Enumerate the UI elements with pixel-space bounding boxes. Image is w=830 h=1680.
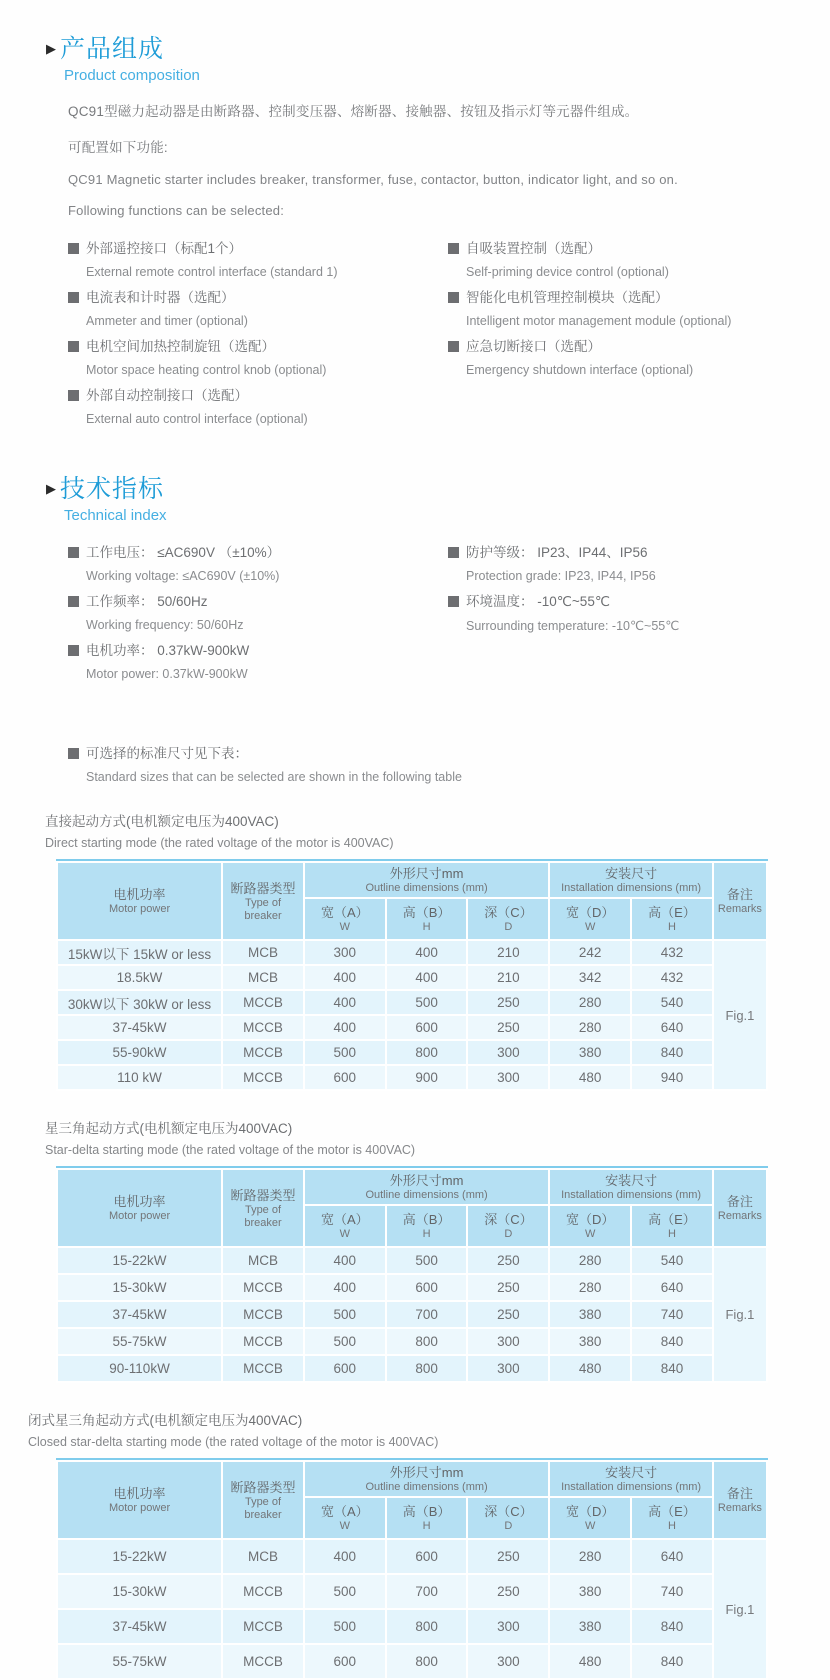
square-bullet-icon [448, 243, 459, 254]
col-header-remarks: 备注 Remarks [714, 863, 766, 939]
table-cell: MCCB [223, 1041, 303, 1064]
col-subheader-dimension: 高（B） H [387, 899, 467, 939]
section-product-composition [0, 0, 830, 436]
bullet-label-zh: 外部自动控制接口（选配） [68, 387, 448, 405]
table-cell: MCCB [223, 1356, 303, 1381]
table-cell: 30kW以下 30kW or less [58, 991, 221, 1014]
square-bullet-icon [68, 748, 79, 759]
table-cell: 600 [305, 1066, 385, 1089]
table-cell: 700 [387, 1302, 467, 1327]
square-bullet-icon [448, 341, 459, 352]
table-row [58, 1645, 766, 1678]
feature-columns [68, 240, 830, 436]
table-cell: 640 [632, 1016, 712, 1039]
table-cell: MCCB [223, 1645, 303, 1678]
table-caption-en: Star-delta starting mode (the rated voltage of the motor is 400VAC) [45, 1143, 416, 1157]
table-cell: 300 [468, 1645, 548, 1678]
table-cell: 242 [550, 941, 630, 964]
table-cell: 380 [550, 1302, 630, 1327]
table-cell: 500 [305, 1610, 385, 1643]
table-cell: 55-90kW [58, 1041, 221, 1064]
bullet-label-zh: 防护等级： IP23、IP44、IP56 [448, 544, 830, 562]
table-cell: 540 [632, 991, 712, 1014]
bullet-label-zh: 工作电压： ≤AC690V （±10%） [68, 544, 448, 562]
table-row [58, 1275, 766, 1300]
table-cell: 600 [387, 1275, 467, 1300]
table-cell: 18.5kW [58, 966, 221, 989]
bullet-label-zh: 环境温度： -10℃~55℃ [448, 593, 830, 611]
bullet-label-zh: 智能化电机管理控制模块（选配） [448, 289, 830, 307]
table-row [58, 1575, 766, 1608]
table-cell: 400 [305, 1016, 385, 1039]
table-caption-closed-star-delta [28, 1409, 830, 1449]
table-cell: 500 [387, 991, 467, 1014]
bullet-label-zh: 工作频率： 50/60Hz [68, 593, 448, 611]
table-cell: 250 [468, 1016, 548, 1039]
table-row [58, 1041, 766, 1064]
table-cell: 600 [305, 1645, 385, 1678]
table-cell: 400 [305, 991, 385, 1014]
col-subheader-dimension: 高（B） H [387, 1206, 467, 1246]
col-subheader-dimension: 宽（D） W [550, 899, 630, 939]
table-cell: MCCB [223, 1302, 303, 1327]
table-cell: 840 [632, 1645, 712, 1678]
table-cell: 380 [550, 1610, 630, 1643]
bullet-item [68, 387, 448, 426]
table-cell: 400 [305, 1540, 385, 1573]
bullet-item [448, 338, 830, 377]
table-caption-star-delta [45, 1117, 830, 1157]
table-cell: 480 [550, 1356, 630, 1381]
triangle-marker-icon: ▶ [46, 481, 56, 496]
col-group-installation-dimensions: 安装尺寸 Installation dimensions (mm) [550, 863, 712, 897]
table-cell: 740 [632, 1575, 712, 1608]
intro-line-zh2: 可配置如下功能: [68, 140, 168, 155]
table-cell: 250 [468, 1248, 548, 1273]
table-cell: 600 [387, 1540, 467, 1573]
square-bullet-icon [68, 243, 79, 254]
bullet-item [68, 642, 448, 681]
table-cell: 300 [468, 1066, 548, 1089]
table-cell: 400 [305, 1248, 385, 1273]
table-cell: MCB [223, 941, 303, 964]
table-row [58, 1329, 766, 1354]
remark-cell: Fig.1 [714, 1248, 766, 1381]
table-row [58, 966, 766, 989]
col-subheader-dimension: 宽（D） W [550, 1498, 630, 1538]
spec-column-left [68, 544, 448, 691]
table-cell: MCB [223, 1248, 303, 1273]
bullet-item [68, 240, 448, 279]
table-cell: 800 [387, 1610, 467, 1643]
table-cell: 250 [468, 1575, 548, 1608]
bullet-item [68, 593, 448, 632]
section-title-zh: 技术指标 [60, 475, 165, 503]
table-cell: 300 [468, 1329, 548, 1354]
table-cell: 250 [468, 1540, 548, 1573]
table-cell: 380 [550, 1041, 630, 1064]
table-row [58, 1302, 766, 1327]
size-note-zh: 可选择的标准尺寸见下表： [68, 745, 830, 763]
table-cell: MCCB [223, 1066, 303, 1089]
bullet-label-en: External auto control interface (optional) [86, 412, 308, 426]
table-cell: MCCB [223, 991, 303, 1014]
table-cell: 480 [550, 1066, 630, 1089]
table-cell: 250 [468, 1275, 548, 1300]
table-cell: 15-30kW [58, 1275, 221, 1300]
dimension-table-direct [56, 859, 768, 1091]
table-row [58, 1016, 766, 1039]
section-heading [46, 34, 830, 64]
col-subheader-dimension: 深（C） D [468, 899, 548, 939]
section-heading [46, 474, 830, 504]
table-cell: 280 [550, 1248, 630, 1273]
table-cell: 400 [387, 966, 467, 989]
table-cell: 300 [468, 1041, 548, 1064]
table-cell: 280 [550, 991, 630, 1014]
square-bullet-icon [448, 292, 459, 303]
table-caption-en: Closed star-delta starting mode (the rated voltage of the motor is 400VAC) [28, 1435, 439, 1449]
table-caption-direct [45, 810, 830, 850]
table-cell: 432 [632, 966, 712, 989]
bullet-item [68, 338, 448, 377]
col-subheader-dimension: 高（E） H [632, 899, 712, 939]
bullet-item [448, 593, 830, 633]
table-row [58, 941, 766, 964]
col-subheader-dimension: 高（E） H [632, 1206, 712, 1246]
table-cell: MCCB [223, 1610, 303, 1643]
table-cell: 600 [387, 1016, 467, 1039]
table-cell: 110 kW [58, 1066, 221, 1089]
square-bullet-icon [448, 547, 459, 558]
table-cell: 280 [550, 1540, 630, 1573]
intro-line-zh: QC91型磁力起动器是由断路器、控制变压器、熔断器、接触器、按钮及指示灯等元器件组成。 [68, 104, 639, 119]
table-cell: 37-45kW [58, 1610, 221, 1643]
table-cell: 280 [550, 1275, 630, 1300]
square-bullet-icon [68, 645, 79, 656]
table-cell: 432 [632, 941, 712, 964]
table-cell: 800 [387, 1356, 467, 1381]
bullet-label-zh: 应急切断接口（选配） [448, 338, 830, 356]
col-header-motor-power: 电机功率 Motor power [58, 1462, 221, 1538]
table-caption-zh: 星三角起动方式(电机额定电压为400VAC) [45, 1121, 293, 1136]
table-row [58, 991, 766, 1014]
square-bullet-icon [68, 596, 79, 607]
table-cell: 250 [468, 1302, 548, 1327]
table-cell: 840 [632, 1329, 712, 1354]
remark-cell: Fig.1 [714, 1540, 766, 1678]
table-cell: 900 [387, 1066, 467, 1089]
table-cell: 540 [632, 1248, 712, 1273]
bullet-label-en: Protection grade: IP23, IP44, IP56 [466, 569, 656, 583]
bullet-label-en: Self-priming device control (optional) [466, 265, 669, 279]
bullet-label-zh: 电机空间加热控制旋钮（选配） [68, 338, 448, 356]
col-subheader-dimension: 深（C） D [468, 1498, 548, 1538]
table-cell: 37-45kW [58, 1302, 221, 1327]
col-header-remarks: 备注 Remarks [714, 1170, 766, 1246]
section-technical-index [0, 474, 830, 691]
table-cell: 15kW以下 15kW or less [58, 941, 221, 964]
bullet-label-zh: 自吸装置控制（选配） [448, 240, 830, 258]
table-cell: 342 [550, 966, 630, 989]
bullet-label-en: Emergency shutdown interface (optional) [466, 363, 694, 377]
table-cell: 400 [387, 941, 467, 964]
table-cell: 480 [550, 1645, 630, 1678]
table-row [58, 1356, 766, 1381]
table-cell: 280 [550, 1016, 630, 1039]
col-subheader-dimension: 宽（D） W [550, 1206, 630, 1246]
section-title-zh: 产品组成 [60, 35, 165, 63]
table-cell: 55-75kW [58, 1329, 221, 1354]
table-cell: 800 [387, 1645, 467, 1678]
bullet-label-en: Working frequency: 50/60Hz [86, 618, 244, 632]
bullet-label-en: Surrounding temperature: -10℃~55℃ [466, 619, 680, 633]
table-cell: 90-110kW [58, 1356, 221, 1381]
bullet-item [68, 544, 448, 583]
table-cell: 740 [632, 1302, 712, 1327]
table-cell: 210 [468, 966, 548, 989]
table-cell: 600 [305, 1356, 385, 1381]
col-subheader-dimension: 深（C） D [468, 1206, 548, 1246]
table-cell: 640 [632, 1275, 712, 1300]
col-subheader-dimension: 宽（A） W [305, 1498, 385, 1538]
table-cell: MCCB [223, 1329, 303, 1354]
size-note-en: Standard sizes that can be selected are shown in the following table [86, 770, 462, 784]
bullet-label-en: Motor space heating control knob (optional) [86, 363, 327, 377]
table-cell: 640 [632, 1540, 712, 1573]
triangle-marker-icon: ▶ [46, 41, 56, 56]
feature-column-right [448, 240, 830, 436]
table-cell: 800 [387, 1329, 467, 1354]
table-cell: 380 [550, 1329, 630, 1354]
bullet-label-en: Motor power: 0.37kW-900kW [86, 667, 248, 681]
dimension-table [56, 1168, 768, 1383]
col-header-breaker-type: 断路器类型 Type of breaker [223, 1170, 303, 1246]
col-subheader-dimension: 高（B） H [387, 1498, 467, 1538]
table-cell: 15-22kW [58, 1540, 221, 1573]
table-caption-zh: 直接起动方式(电机额定电压为400VAC) [45, 814, 279, 829]
bullet-item [448, 544, 830, 583]
bullet-label-zh: 电流表和计时器（选配） [68, 289, 448, 307]
table-cell: 55-75kW [58, 1645, 221, 1678]
bullet-item [68, 289, 448, 328]
col-header-motor-power: 电机功率 Motor power [58, 863, 221, 939]
table-cell: 940 [632, 1066, 712, 1089]
table-cell: MCCB [223, 1575, 303, 1608]
col-subheader-dimension: 宽（A） W [305, 899, 385, 939]
table-row [58, 1540, 766, 1573]
table-cell: 300 [305, 941, 385, 964]
table-row [58, 1066, 766, 1089]
square-bullet-icon [448, 596, 459, 607]
dimension-table-star-delta [56, 1166, 768, 1383]
bullet-label-zh: 电机功率： 0.37kW-900kW [68, 642, 448, 660]
table-cell: 840 [632, 1610, 712, 1643]
section-title-en: Product composition [64, 67, 200, 84]
table-cell: 500 [305, 1302, 385, 1327]
feature-column-left [68, 240, 448, 436]
square-bullet-icon [68, 341, 79, 352]
table-cell: 840 [632, 1041, 712, 1064]
table-cell: 500 [305, 1329, 385, 1354]
table-cell: 15-30kW [58, 1575, 221, 1608]
col-header-remarks: 备注 Remarks [714, 1462, 766, 1538]
spec-columns [68, 544, 830, 691]
col-group-installation-dimensions: 安装尺寸 Installation dimensions (mm) [550, 1462, 712, 1496]
section-title-en: Technical index [64, 507, 167, 524]
table-caption-zh: 闭式星三角起动方式(电机额定电压为400VAC) [28, 1413, 303, 1428]
intro-line-en: QC91 Magnetic starter includes breaker, transformer, fuse, contactor, button, indicator light, and so on. [68, 172, 678, 187]
size-note [68, 745, 830, 784]
bullet-item [448, 240, 830, 279]
col-group-installation-dimensions: 安装尺寸 Installation dimensions (mm) [550, 1170, 712, 1204]
table-cell: 300 [468, 1356, 548, 1381]
col-group-outline-dimensions: 外形尺寸mm Outline dimensions (mm) [305, 1462, 548, 1496]
table-cell: MCCB [223, 1275, 303, 1300]
square-bullet-icon [68, 292, 79, 303]
col-header-motor-power: 电机功率 Motor power [58, 1170, 221, 1246]
intro-line-en2: Following functions can be selected: [68, 203, 285, 218]
col-header-breaker-type: 断路器类型 Type of breaker [223, 1462, 303, 1538]
dimension-table-closed-star-delta [56, 1458, 768, 1680]
bullet-label-en: Working voltage: ≤AC690V (±10%) [86, 569, 280, 583]
bullet-label-en: External remote control interface (standard 1) [86, 265, 338, 279]
bullet-label-zh: 外部遥控接口（标配1个） [68, 240, 448, 258]
dimension-table [56, 1460, 768, 1680]
col-group-outline-dimensions: 外形尺寸mm Outline dimensions (mm) [305, 1170, 548, 1204]
table-cell: 300 [468, 1610, 548, 1643]
spec-column-right [448, 544, 830, 691]
table-cell: 500 [305, 1041, 385, 1064]
table-cell: 380 [550, 1575, 630, 1608]
table-cell: 250 [468, 991, 548, 1014]
bullet-label-en: Ammeter and timer (optional) [86, 314, 248, 328]
bullet-item [448, 289, 830, 328]
table-cell: 400 [305, 966, 385, 989]
col-header-breaker-type: 断路器类型 Type of breaker [223, 863, 303, 939]
table-cell: 500 [305, 1575, 385, 1608]
table-cell: 210 [468, 941, 548, 964]
table-row [58, 1248, 766, 1273]
remark-cell: Fig.1 [714, 941, 766, 1089]
bullet-label-en: Intelligent motor management module (optional) [466, 314, 732, 328]
table-cell: 800 [387, 1041, 467, 1064]
table-cell: 700 [387, 1575, 467, 1608]
table-caption-en: Direct starting mode (the rated voltage of the motor is 400VAC) [45, 836, 394, 850]
table-cell: 37-45kW [58, 1016, 221, 1039]
table-row [58, 1610, 766, 1643]
table-cell: MCB [223, 1540, 303, 1573]
col-group-outline-dimensions: 外形尺寸mm Outline dimensions (mm) [305, 863, 548, 897]
table-cell: 400 [305, 1275, 385, 1300]
col-subheader-dimension: 高（E） H [632, 1498, 712, 1538]
table-cell: MCCB [223, 1016, 303, 1039]
col-subheader-dimension: 宽（A） W [305, 1206, 385, 1246]
table-cell: MCB [223, 966, 303, 989]
table-cell: 840 [632, 1356, 712, 1381]
square-bullet-icon [68, 547, 79, 558]
table-cell: 15-22kW [58, 1248, 221, 1273]
table-cell: 500 [387, 1248, 467, 1273]
square-bullet-icon [68, 390, 79, 401]
dimension-table [56, 861, 768, 1091]
